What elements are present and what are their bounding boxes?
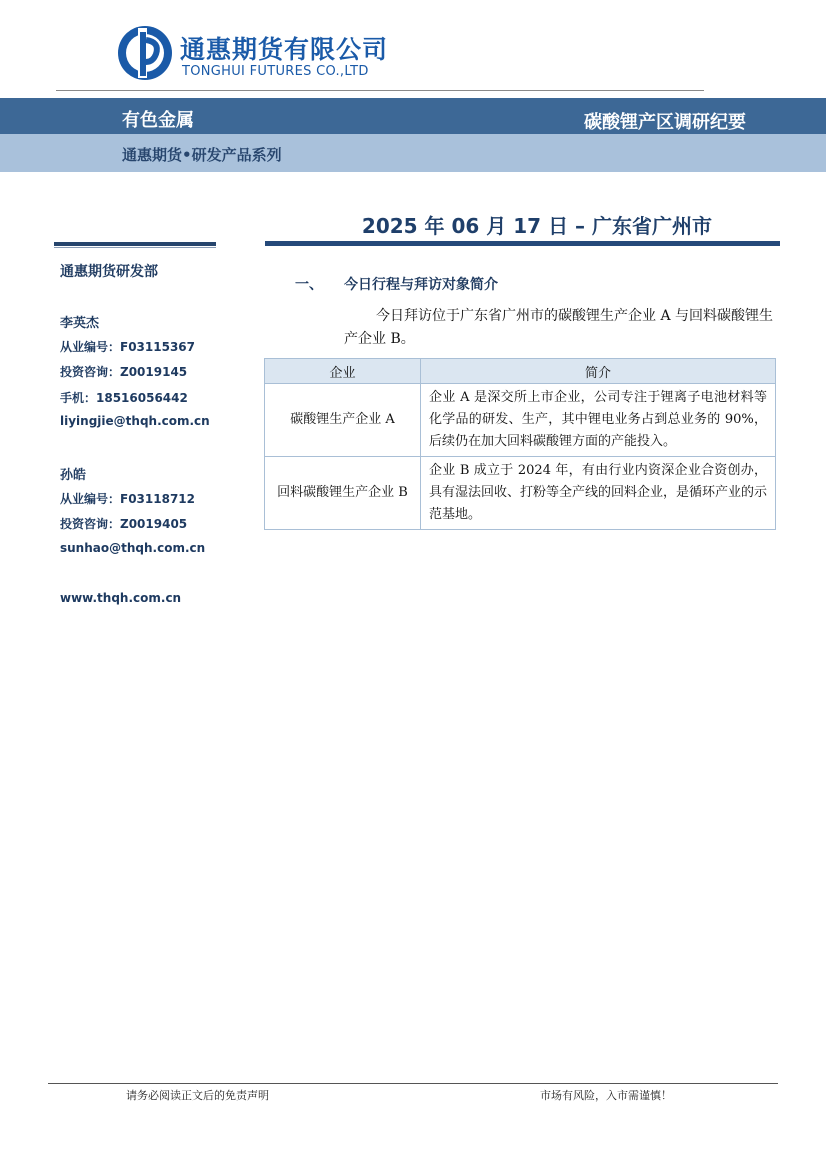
table-cell-intro: 企业 B 成立于 2024 年，有由行业内资深企业合资创办，具有湿法回收、打粉等全产线的回料企业，是循环产业的示范基地。 [421,457,776,530]
header-divider [56,90,704,91]
report-title: 碳酸锂产区调研纪要 [584,112,746,133]
analyst-name: 孙皓 [60,468,87,483]
analyst-email[interactable]: liyingjie@thqh.com.cn [60,414,210,428]
company-website[interactable]: www.thqh.com.cn [60,591,182,605]
table-header-company: 企业 [265,359,421,384]
table-cell-company: 回料碳酸锂生产企业 B [265,457,421,530]
table-cell-company: 碳酸锂生产企业 A [265,384,421,457]
sidebar-divider-thin [54,247,216,248]
footer-divider [48,1083,778,1084]
table-header-intro: 简介 [421,359,776,384]
heading-divider [265,241,780,246]
analyst-license: 从业编号：F03115367 [60,340,195,354]
company-logo-icon [116,24,174,82]
department-name: 通惠期货研发部 [60,264,158,280]
report-category: 有色金属 [122,110,194,131]
company-name-cn: 通惠期货有限公司 [180,35,389,64]
footer-risk-warning: 市场有风险，入市需谨慎！ [540,1089,672,1102]
analyst-name: 李英杰 [60,316,100,331]
table-row [265,457,776,530]
report-series: 通惠期货•研发产品系列 [122,146,282,164]
company-brief-table [264,358,776,530]
analyst-consult: 投资咨询：Z0019145 [60,365,188,379]
section-title: 今日行程与拜访对象简介 [344,277,498,293]
table-row [265,384,776,457]
table-header-row [265,359,776,384]
sidebar-divider [54,242,216,246]
analyst-license: 从业编号：F03118712 [60,492,195,506]
company-name-en: TONGHUI FUTURES CO.,LTD [182,64,369,79]
analyst-phone: 手机：18516056442 [60,391,188,405]
section-paragraph: 今日拜访位于广东省广州市的碳酸锂生产企业 A 与回料碳酸锂生产企业 B。 [344,308,774,347]
analyst-consult: 投资咨询：Z0019405 [60,517,188,531]
analyst-email[interactable]: sunhao@thqh.com.cn [60,541,206,555]
table-cell-intro: 企业 A 是深交所上市企业，公司专注于锂离子电池材料等化学品的研发、生产，其中锂电业务占到总业务的 90%，后续仍在加大回料碳酸锂方面的产能投入。 [421,384,776,457]
footer-disclaimer: 请务必阅读正文后的免责声明 [126,1089,269,1102]
section-number: 一、 [295,277,323,293]
date-location-heading: 2025 年 06 月 17 日 – 广东省广州市 [361,214,712,238]
